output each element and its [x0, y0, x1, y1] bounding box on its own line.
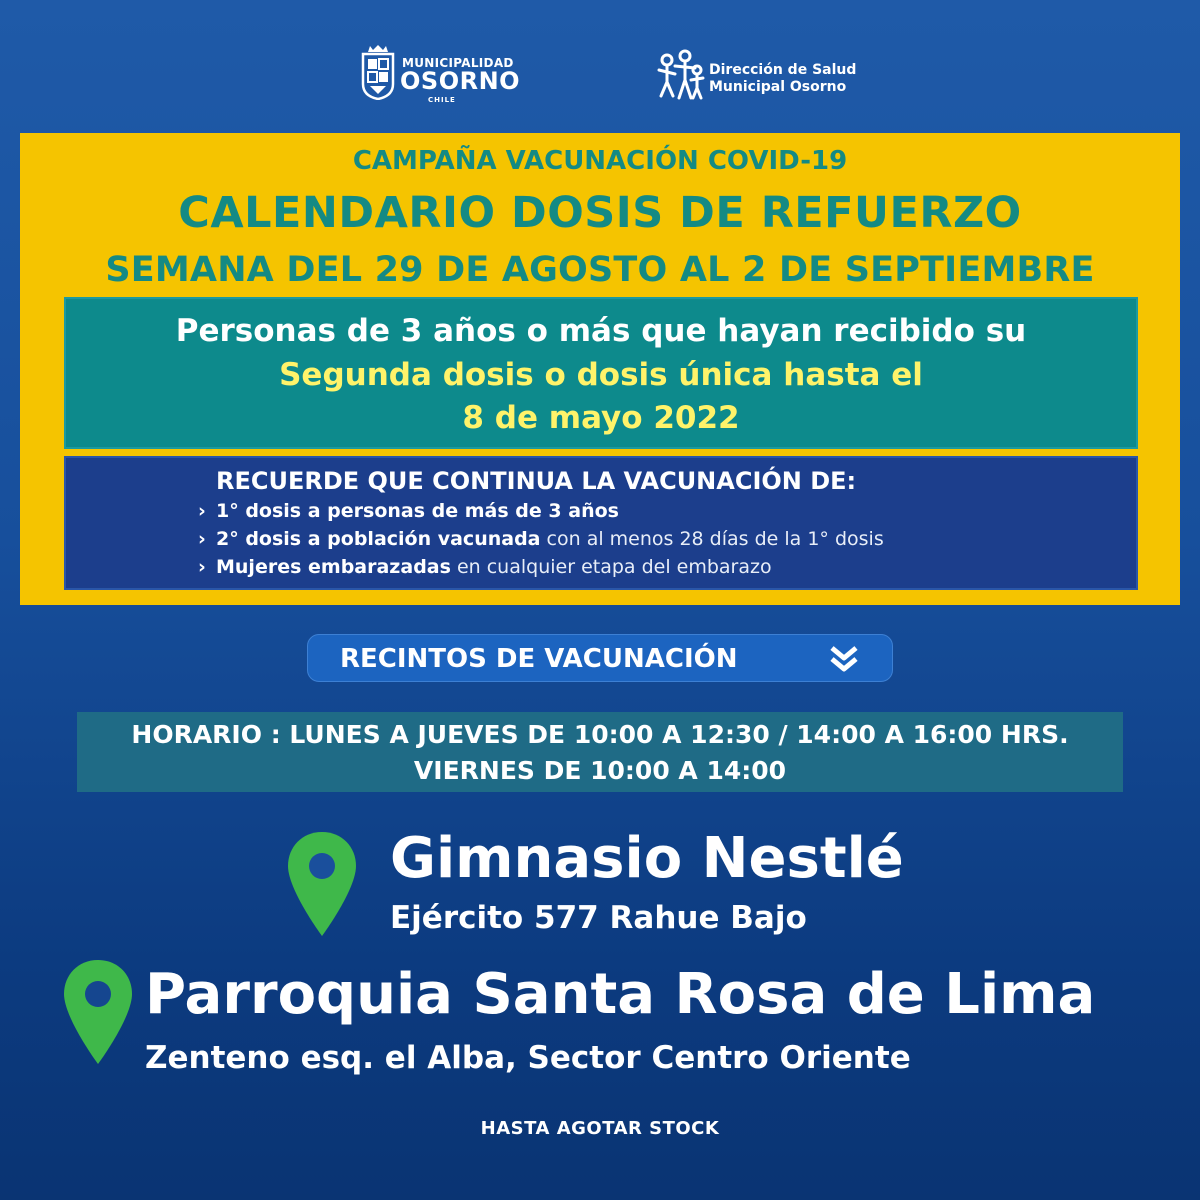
chile-label: CHILE [428, 96, 456, 104]
reminder-heading: RECUERDE QUE CONTINUA LA VACUNACIÓN DE: [216, 467, 857, 495]
double-chevron-down-icon [828, 643, 860, 675]
recintos-label: RECINTOS DE VACUNACIÓN [340, 644, 738, 674]
salud-line-1: Dirección de Salud [709, 62, 857, 78]
eligibility-box [64, 297, 1138, 449]
horario-box [77, 712, 1123, 792]
family-figures-icon [655, 46, 705, 102]
eligibility-line-1: Personas de 3 años o más que hayan recibido su [175, 313, 1027, 349]
municipalidad-logo [360, 44, 520, 104]
campaign-title: CALENDARIO DOSIS DE REFUERZO [178, 188, 1022, 238]
eligibility-line-3: 8 de mayo 2022 [462, 400, 740, 436]
location-name: Gimnasio Nestlé [390, 826, 904, 891]
direccion-salud-logo [655, 46, 875, 102]
reminder-item: › 1° dosis a personas de más de 3 años [198, 500, 619, 522]
chevron-right-icon: › [198, 556, 206, 578]
reminder-box [64, 456, 1138, 590]
chevron-right-icon: › [198, 500, 206, 522]
reminder-item: › Mujeres embarazadas en cualquier etapa del embarazo [198, 556, 772, 578]
chevron-right-icon: › [198, 528, 206, 550]
horario-line-1: HORARIO : LUNES A JUEVES DE 10:00 A 12:30 / 14:00 A 16:00 HRS. [131, 720, 1069, 749]
osorno-label: OSORNO [400, 67, 521, 95]
stock-notice: HASTA AGOTAR STOCK [480, 1118, 720, 1139]
horario-line-2: VIERNES DE 10:00 A 14:00 [413, 756, 787, 785]
municipalidad-label: MUNICIPALIDAD [402, 56, 514, 70]
campaign-subtitle: CAMPAÑA VACUNACIÓN COVID-19 [352, 146, 848, 176]
campaign-week: SEMANA DEL 29 DE AGOSTO AL 2 DE SEPTIEMBRE [105, 250, 1095, 290]
location-name: Parroquia Santa Rosa de Lima [145, 962, 1096, 1027]
reminder-item: › 2° dosis a población vacunada con al menos 28 días de la 1° dosis [198, 528, 884, 550]
location-pin-icon [286, 830, 358, 938]
coat-of-arms-icon [360, 44, 396, 100]
recintos-header [307, 634, 893, 682]
location-address: Zenteno esq. el Alba, Sector Centro Oriente [145, 1040, 911, 1076]
location-pin-icon [62, 958, 134, 1066]
salud-line-2: Municipal Osorno [709, 79, 847, 95]
location-address: Ejército 577 Rahue Bajo [390, 900, 807, 936]
eligibility-line-2: Segunda dosis o dosis única hasta el [279, 357, 923, 393]
